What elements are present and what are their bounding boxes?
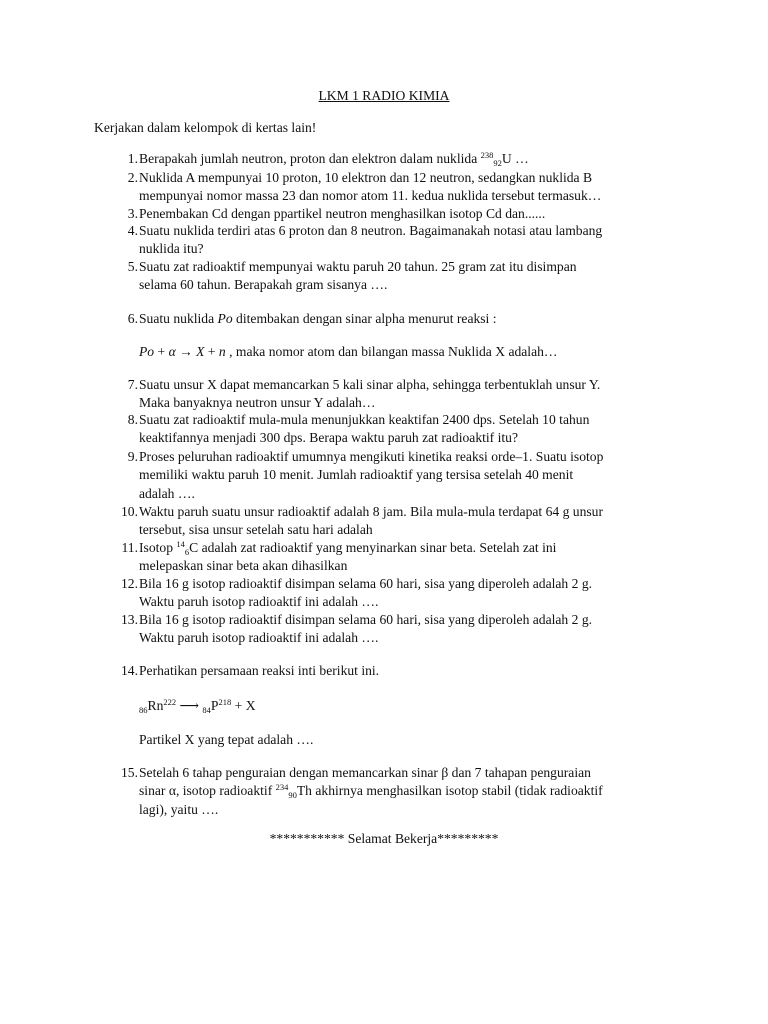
question-line: Suatu zat radioaktif mempunyai waktu paruh 20 tahun. 25 gram zat itu disimpan	[139, 259, 577, 274]
question-line: Nuklida A mempunyai 10 proton, 10 elektron dan 12 neutron, sedangkan nuklida B	[139, 170, 593, 185]
question-number: 1.	[127, 151, 138, 166]
question-line: Bila 16 g isotop radioaktif disimpan selama 60 hari, sisa yang diperoleh adalah 2 g.	[139, 612, 593, 627]
question-number: 12.	[121, 576, 138, 591]
question-number: 5.	[127, 259, 138, 274]
question-line: Berapakah jumlah neutron, proton dan elektron dalam nuklida $^{238}_{92}$U …	[139, 150, 529, 168]
element-symbol: C	[189, 540, 199, 555]
element-symbol: U	[501, 151, 512, 166]
atomic-number: 92	[493, 158, 502, 168]
question-line: tersebut, sisa unsur setelah satu hari adalah	[139, 522, 373, 538]
question-line: Setelah 6 tahap penguraian dengan memancarkan sinar β dan 7 tahapan penguraian	[139, 765, 591, 780]
question-line: lagi), yaitu ….	[139, 801, 219, 817]
question-line: Suatu nuklida terdiri atas 6 proton dan 8 neutron. Bagaimanakah notasi atau lambang	[139, 223, 603, 238]
closing-text: *********** Selamat Bekerja*********	[269, 831, 499, 846]
question-line: Perhatikan persamaan reaksi inti berikut ini.	[139, 663, 380, 678]
question-number: 6.	[127, 311, 138, 326]
question-line: keaktifannya menjadi 300 dps. Berapa waktu paruh zat radioaktif itu?	[139, 430, 518, 446]
question-number: 8.	[127, 412, 138, 427]
question-number: 14.	[121, 663, 138, 678]
mass-number: 238	[480, 150, 494, 160]
question-number: 13.	[121, 612, 138, 627]
question-line: sinar α, isotop radioaktif $^{234}_{90}$Th akhirnya menghasilkan isotop stabil (tidak radioaktif	[139, 782, 603, 801]
question-line: Suatu zat radioaktif mula-mula menunjukkan keaktifan 2400 dps. Setelah 10 tahun	[139, 412, 590, 427]
worksheet-page: LKM 1 RADIO KIMIA Kerjakan dalam kelompok di kertas lain! 1. Berapakah jumlah neutron, proton dan elektron dalam nuklida $^{238}_{92}$U … 2. Nuklida A mempunyai 10 proton, 10 elektron dan 12 neutron, sedangkan nuklida B mempunyai nomor massa 23 dan nomor atom 11. kedua nuklida tersebut termasuk… 3. Penembakan Cd dengan ppartikel neutron menghasilkan isotop Cd dan...... 4. Suatu nuklida terdiri atas 6 proton dan 8 neutron. Bagaimanakah notasi atau lambang nuklida itu? 5. Suatu zat radioaktif mempunyai waktu paruh 20 tahun. 25 gram zat itu disimpan selama 60 tahun. Berapakah gram sisanya …. 6. Suatu nuklida Po ditembakan dengan sinar alpha menurut reaksi : Po + α → X + n , maka nomor atom dan bilangan massa Nuklida X adalah… 7. Suatu unsur X dapat memancarkan 5 kali sinar alpha, sehingga terbentuklah unsur Y. Maka banyaknya neutron unsur Y adalah… 8. Suatu zat radioaktif mula-mula menunjukkan keaktifan 2400 dps. Setelah 10 tahun keaktifannya menjadi 300 dps. Berapa waktu paruh zat radioaktif itu? 9. Proses peluruhan radioaktif umumnya mengikuti kinetika reaksi orde–1. Suatu isotop memiliki waktu paruh 10 menit. Jumlah radioaktif yang tersisa setelah 40 menit adalah …. 10. Waktu paruh suatu unsur radioaktif adalah 8 jam. Bila mula-mula terdapat 64 g unsur tersebut, sisa unsur setelah satu hari adalah 11. Isotop $^{14}_6$C adalah zat radioaktif yang menyinarkan sinar beta. Setelah zat ini melepaskan sinar beta akan dihasilkan 12. Bila 16 g isotop radioaktif disimpan selama 60 hari, sisa yang diperoleh adalah 2 g. Waktu paruh isotop radioaktif ini adalah …. 13. Bila 16 g isotop radioaktif disimpan selama 60 hari, sisa yang diperoleh adalah 2 g. Waktu paruh isotop radioaktif ini adalah …. 14. Perhatikan persamaan reaksi inti berikut ini. $_{86}Rn^{222}$ ⟶ $_{84}P^{218} + X$ Partikel X yang tepat adalah …. 15. Setelah 6 tahap penguraian dengan memancarkan sinar β dan 7 tahapan penguraian sinar α, isotop radioaktif $^{234}_{90}$Th akhirnya menghasilkan isotop stabil (tidak radioaktif lagi), yaitu …. *********** Selamat Bekerja*********	[0, 0, 768, 1024]
question-number: 15.	[121, 765, 138, 780]
instruction-text: Kerjakan dalam kelompok di kertas lain!	[94, 120, 317, 135]
atomic-number: 90	[288, 790, 297, 801]
question-line: Waktu paruh suatu unsur radioaktif adalah 8 jam. Bila mula-mula terdapat 64 g unsur	[139, 504, 603, 519]
question-number: 9.	[127, 449, 138, 464]
question-number: 2.	[127, 170, 138, 185]
question-line: Penembakan Cd dengan ppartikel neutron menghasilkan isotop Cd dan......	[139, 206, 546, 221]
question-line: mempunyai nomor massa 23 dan nomor atom 11. kedua nuklida tersebut termasuk…	[139, 188, 602, 204]
title-text: LKM 1 RADIO KIMIA	[318, 88, 450, 103]
question-number: 7.	[127, 377, 138, 392]
atomic-number: 6	[184, 547, 190, 557]
question-number: 4.	[127, 223, 138, 238]
question-line: Proses peluruhan radioaktif umumnya mengikuti kinetika reaksi orde–1. Suatu isotop	[139, 449, 604, 464]
question-number: 3.	[127, 206, 138, 221]
question-line: melepaskan sinar beta akan dihasilkan	[139, 558, 348, 574]
mass-number: 14	[176, 539, 185, 549]
question-line: memiliki waktu paruh 10 menit. Jumlah radioaktif yang tersisa setelah 40 menit	[139, 467, 574, 483]
question-line: Waktu paruh isotop radioaktif ini adalah ….	[139, 630, 379, 646]
question-number: 11.	[121, 540, 138, 555]
question-line: nuklida itu?	[139, 241, 204, 257]
question-line: Bila 16 g isotop radioaktif disimpan selama 60 hari, sisa yang diperoleh adalah 2 g.	[139, 576, 593, 591]
question-line: Suatu nuklida Po ditembakan dengan sinar alpha menurut reaksi :	[139, 311, 497, 326]
question-line: adalah ….	[139, 485, 195, 501]
question-line: Maka banyaknya neutron unsur Y adalah…	[139, 395, 376, 411]
question-line: Waktu paruh isotop radioaktif ini adalah ….	[139, 594, 379, 610]
mass-number: 234	[275, 782, 289, 793]
question-line: Isotop $^{14}_6$C adalah zat radioaktif yang menyinarkan sinar beta. Setelah zat ini	[139, 539, 557, 557]
question-line: Suatu unsur X dapat memancarkan 5 kali sinar alpha, sehingga terbentuklah unsur Y.	[139, 377, 601, 392]
question-line: selama 60 tahun. Berapakah gram sisanya ….	[139, 277, 388, 293]
page-title	[0, 88, 768, 104]
question-number: 10.	[121, 504, 138, 519]
